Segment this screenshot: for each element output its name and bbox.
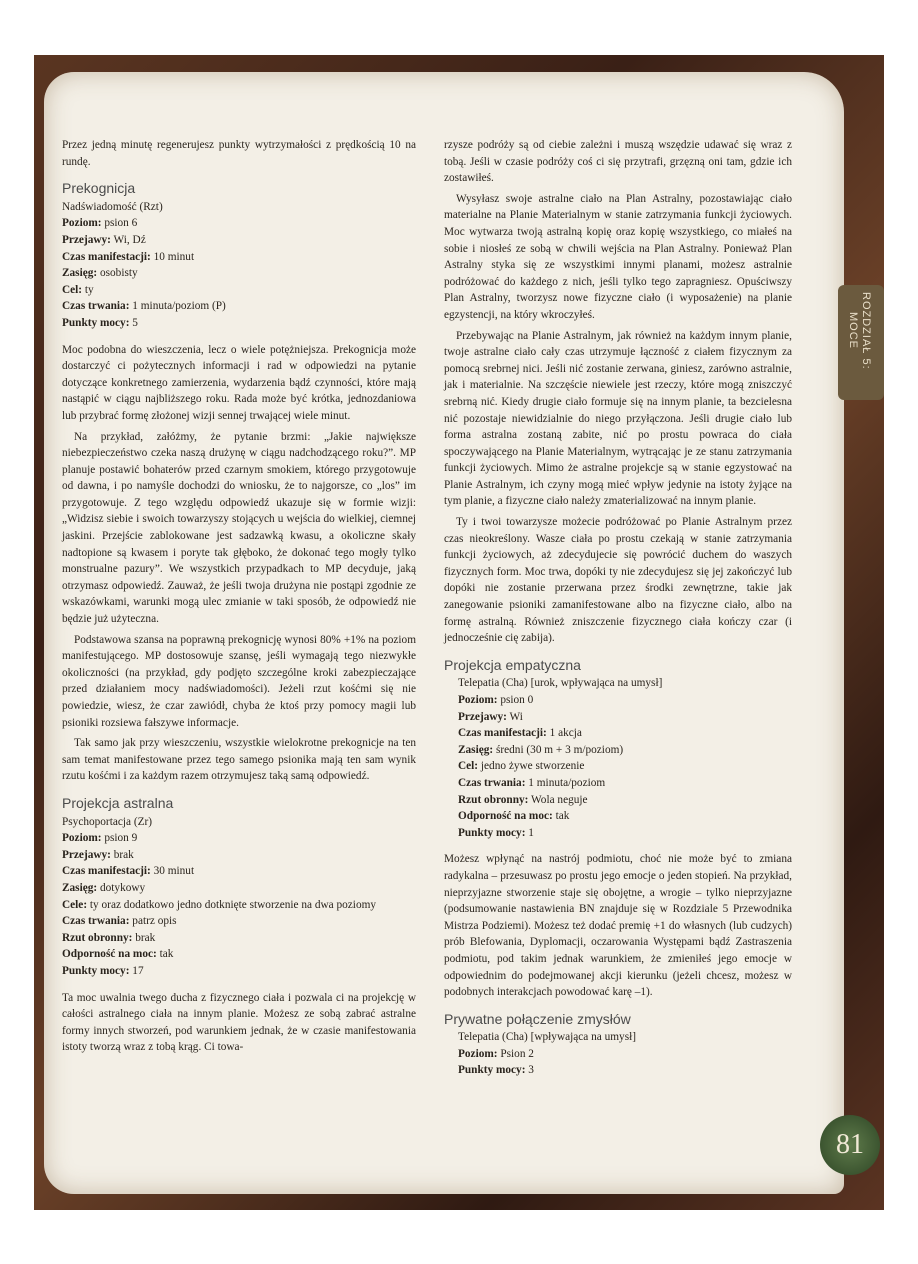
stat-block-prywatne: [444, 1046, 792, 1079]
page-number: 81: [836, 1129, 864, 1160]
stat-line: Poziom: psion 6: [62, 217, 138, 230]
section-heading-projekcja-empatyczna: Projekcja empatyczna: [444, 656, 581, 673]
stat-line: Czas manifestacji: 10 minut: [62, 250, 195, 263]
stat-line: Czas trwania: 1 minuta/poziom (P): [62, 300, 226, 313]
left-column: [62, 137, 416, 1060]
chapter-tab-line1: ROZDZIAŁ 5:: [860, 292, 872, 370]
stat-line: Czas manifestacji: 1 akcja: [458, 727, 582, 740]
stat-line: Zasięg: dotykowy: [62, 881, 146, 894]
stat-line: Czas trwania: patrz opis: [62, 915, 177, 928]
body-paragraph: Moc podobna do wieszczenia, lecz o wiele potężniejsza. Prekognicja może dostarczyć ci pożytecznych informacji i rad w odpowiedzi na pytanie dotyczące konkretnego zamierzenia, wydarzenia bądź czynności, które mają nastąpić w ciągu najbliższego roku. Rada może być krótka, jednozdaniowa lub przybrać formę złożonej wizji sennej trwającej wiele minut.: [62, 343, 416, 422]
stat-line: Poziom: psion 9: [62, 832, 138, 845]
stat-line: Zasięg: średni (30 m + 3 m/poziom): [458, 743, 624, 756]
stat-line: Cel: ty: [62, 283, 94, 296]
body-paragraph: Ty i twoi towarzysze możecie podróżować po Planie Astralnym przez czas nieokreślony. Wasze ciała po prostu czekają w stanie zatrzymania funkcji życiowych, aż zdecydujecie się powrócić duchem do waszych fizycznych form. Moc trwa, dopóki ty nie zdecydujesz się jej zakończyć lub dopóki nie zostanie przerwana przez środki zewnętrzne, takie jak zanegowanie psioniki zamanifestowane albo na fizyczne ciało, albo na formę astralną. Również zniszczenie fizycznego ciała kończy czar (i jednocześnie cię zabija).: [444, 516, 792, 645]
body-paragraph: Ta moc uwalnia twego ducha z fizycznego ciała i pozwala ci na projekcję w całości astralnego ciała na innym planie. Możesz ze sobą zabrać astralne formy innych stworzeń, pod warunkiem jednak, że w czasie manifestowania istoty tworzą wraz z tobą krąg. Ci towa-: [62, 991, 416, 1054]
stat-block-projekcja-astralna: [62, 830, 416, 979]
chapter-tab-label: [846, 292, 872, 370]
stat-line: Rzut obronny: Wola neguje: [458, 793, 588, 806]
discipline-line: Telepatia (Cha) [urok, wpływająca na umysł]: [458, 677, 663, 690]
page-number-badge: [820, 1115, 880, 1175]
stat-line: Rzut obronny: brak: [62, 931, 156, 944]
stat-block-prekognicja: [62, 215, 416, 331]
section-heading-prekognicja: Prekognicja: [62, 180, 136, 197]
stat-line: Punkty mocy: 5: [62, 316, 138, 329]
body-paragraph: Tak samo jak przy wieszczeniu, wszystkie wielokrotne prekognicje na ten sam temat manifestowane przez tego samego psionika mają ten sam wynik rzutu kośćmi i za każdym razem otrzymujesz taką samą odpowiedź.: [62, 737, 416, 783]
stat-line: Punkty mocy: 17: [62, 964, 144, 977]
stat-line: Przejawy: brak: [62, 848, 134, 861]
stat-block-projekcja-empatyczna: [444, 692, 792, 841]
stat-line: Poziom: Psion 2: [458, 1047, 534, 1060]
section-heading-prywatne-polaczenie: Prywatne połączenie zmysłów: [444, 1010, 631, 1027]
body-paragraph: Na przykład, załóżmy, że pytanie brzmi: „Jakie największe niebezpieczeństwo czeka naszą drużynę w ciągu nadchodzącego roku?”. MP planuje postawić bohaterów przed czarnym smokiem, którego przygotowuje od dawna, i po namyśle dochodzi do wniosku, że to najgorsze, co „los” im przygotowuje. Z tego względu odpowiedź ukazuje się w formie wizji: „Widzisz siebie i swoich towarzyszy stojących u wejścia do wielkiej, ciemnej jaskini. Przejście zablokowane jest sadzawką kwasu, a okoliczne skały nadtopione są kwasem i poryte tak głęboko, że dokonać tego mogły tylko monstrualne pazury”. We wszystkich przypadkach to MP decyduje, jaką otrzymasz odpowiedź. Zauważ, że jeśli twoja drużyna nie postąpi zgodnie ze wskazówkami, warunki mogą ulec zmianie w taki sposób, że odpowiedź nie będzie już użyteczna.: [62, 430, 416, 626]
body-paragraph: Możesz wpłynąć na nastrój podmiotu, choć nie może być to zmiana radykalna – przesuwasz po prostu jego emocje o jeden stopień. Na przykład, nieprzyjazne stworzenie staje się obojętne, a wrogie – tylko nieprzyjazne (podsumowanie nastawienia BN znajduje się w Rozdziale 5 Przewodnika Mistrza Podziemi). Możesz też dodać premię +1 do własnych (lub cudzych) prób Blefowania, Dyplomacji, oczarowania Występami bądź Zastraszenia podmiotu, pod takim jednak warunkiem, że zmieniłeś jego emocje w odpowiednim do podejmowanej akcji kierunku (jeżeli chcesz, możesz w podobnych interakcjach powodować karę –1).: [444, 853, 792, 999]
stat-line: Cele: ty oraz dodatkowo jedno dotknięte stworzenie na dwa poziomy: [62, 898, 377, 911]
discipline-line: Nadświadomość (Rzt): [62, 200, 163, 213]
right-column: [444, 137, 792, 1079]
body-paragraph: Przebywając na Planie Astralnym, jak również na każdym innym planie, twoje astralne ciało cały czas utrzymuje łączność z ciałem fizycznym za pomocą srebrnej nici. Jeśli nić zostanie zerwana, giniesz, zarówno astralnie, jak i materialnie. Na szczęście niewiele jest rzeczy, które mogą zniszczyć srebrną nić. Kiedy drugie ciało formuje się na innym planie, ta bezcielesna nić pozostaje niewidzialnie do niego przyłączona. Jeśli drugie ciało lub forma astralna zostaną zabite, nić po prostu powraca do ciała spoczywającego na Planie Materialnym, wytrącając je ze stanu zatrzymania funkcji życiowych. Mimo że astralne projekcje są w stanie egzystować na Planie Astralnym, ich czyny mogą mieć wpływ jedynie na istoty żyjące na tym planie, a fizyczne ciało należy zmaterializować na innym planie.: [444, 329, 792, 508]
stat-line: Poziom: psion 0: [458, 694, 534, 706]
body-paragraph: rzysze podróży są od ciebie zależni i muszą wszędzie udawać się wraz z tobą. Jeśli w czasie podróży coś ci się przytrafi, grzęzną oni tam, gdzie ich zostawiłeś.: [444, 139, 792, 185]
chapter-tab-line2: MOCE: [847, 312, 859, 350]
body-paragraph: Wysyłasz swoje astralne ciało na Plan Astralny, pozostawiając ciało materialne na Planie Materialnym w stanie zatrzymania funkcji życiowych. Moc wytwarza twoją astralną kopię oraz kopię wszystkiego, co miałeś na sobie i niosłeś ze sobą w chwili wejścia na Plan Astralny. Ponieważ Plan Astralny styka się ze wszystkimi innymi planami, możesz astralnie podróżować do każdego z nich, jeśli tylko tego zapragniesz. Opuściwszy Plan Astralny, tworzysz nowe fizyczne ciało (i wyposażenie) na planie egzystencji, na który wkroczyłeś.: [444, 192, 792, 321]
stat-line: Punkty mocy: 3: [458, 1064, 534, 1077]
intro-paragraph: Przez jedną minutę regenerujesz punkty wytrzymałości z prędkością 10 na rundę.: [62, 139, 416, 168]
stat-line: Czas trwania: 1 minuta/poziom: [458, 776, 606, 789]
stat-line: Odporność na moc: tak: [62, 948, 174, 961]
section-heading-projekcja-astralna: Projekcja astralna: [62, 794, 174, 811]
stat-line: Cel: jedno żywe stworzenie: [458, 760, 585, 773]
stat-line: Punkty mocy: 1: [458, 826, 534, 839]
discipline-line: Telepatia (Cha) [wpływająca na umysł]: [458, 1031, 637, 1044]
discipline-line: Psychoportacja (Zr): [62, 815, 153, 828]
stat-line: Zasięg: osobisty: [62, 267, 138, 280]
stat-line: Odporność na moc: tak: [458, 810, 570, 823]
stat-line: Przejawy: Wi, Dź: [62, 233, 146, 246]
body-paragraph: Podstawowa szansa na poprawną prekognicję wynosi 80% +1% na poziom manifestującego. MP dostosowuje szansę, jeśli wymagają tego niezwykłe okoliczności (na przykład, gdy podjęto szczególne kroki zabezpieczające przed działaniem mocy nadświadomości). Jeżeli rzut kośćmi się nie powiedzie, wiesz, że czar zawiódł, chyba że ktoś przy pomocy magii lub psioniki rozsiewa fałszywe informacje.: [62, 633, 416, 729]
stat-line: Przejawy: Wi: [458, 710, 523, 723]
stat-line: Czas manifestacji: 30 minut: [62, 865, 195, 878]
